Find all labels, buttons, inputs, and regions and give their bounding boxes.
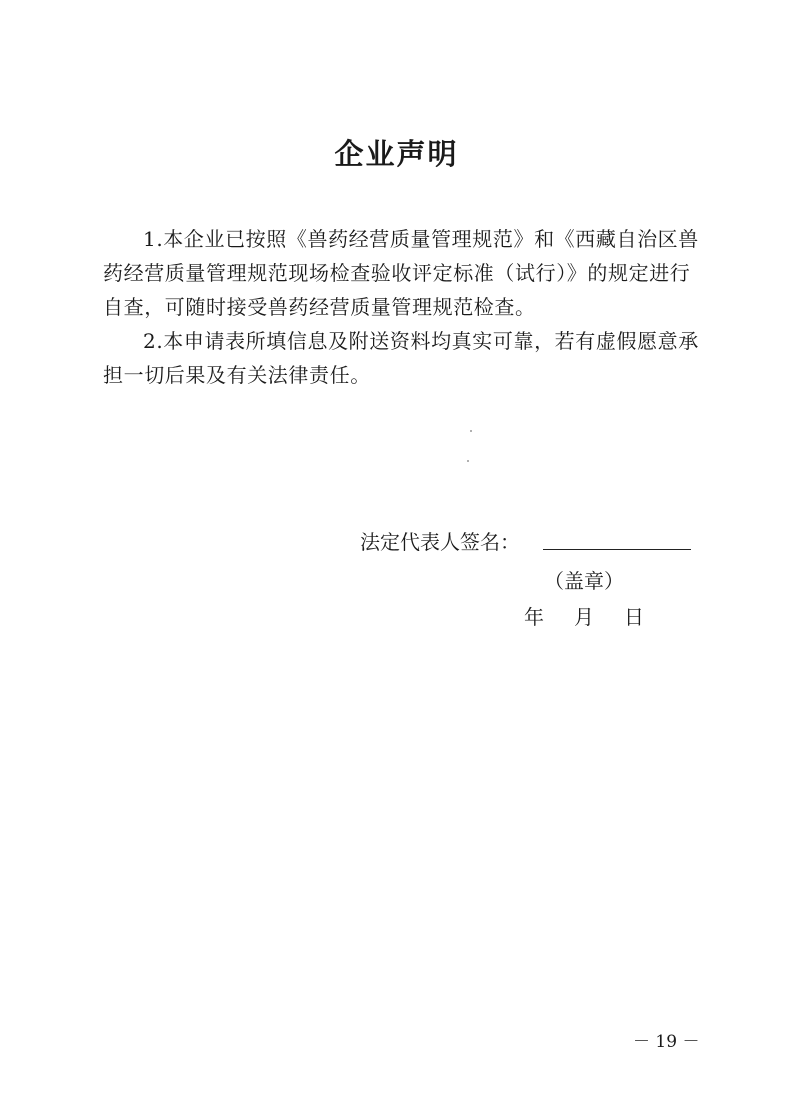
date-day-label: 日 xyxy=(624,605,644,629)
signature-line xyxy=(543,549,691,550)
date-year-label: 年 xyxy=(524,605,544,629)
seal-note: （盖章） xyxy=(544,569,624,593)
page-number: － 19 － xyxy=(633,1032,700,1052)
declaration-paragraph-2: 2.本申请表所填信息及附送资料均真实可靠，若有虚假愿意承担一切后果及有关法律责任。 xyxy=(103,329,699,387)
signature-label: 法定代表人签名： xyxy=(360,530,520,554)
date-line xyxy=(524,603,644,631)
scan-speck xyxy=(470,430,472,432)
document-title: 企业声明 xyxy=(334,137,459,171)
scan-speck xyxy=(467,460,469,462)
declaration-paragraph-1: 1.本企业已按照《兽药经营质量管理规范》和《西藏自治区兽药经营质量管理规范现场检查验收评定标准（试行）》的规定进行自查，可随时接受兽药经营质量管理规范检查。 xyxy=(103,227,699,319)
date-month-label: 月 xyxy=(574,605,594,629)
declaration-body xyxy=(103,222,703,392)
